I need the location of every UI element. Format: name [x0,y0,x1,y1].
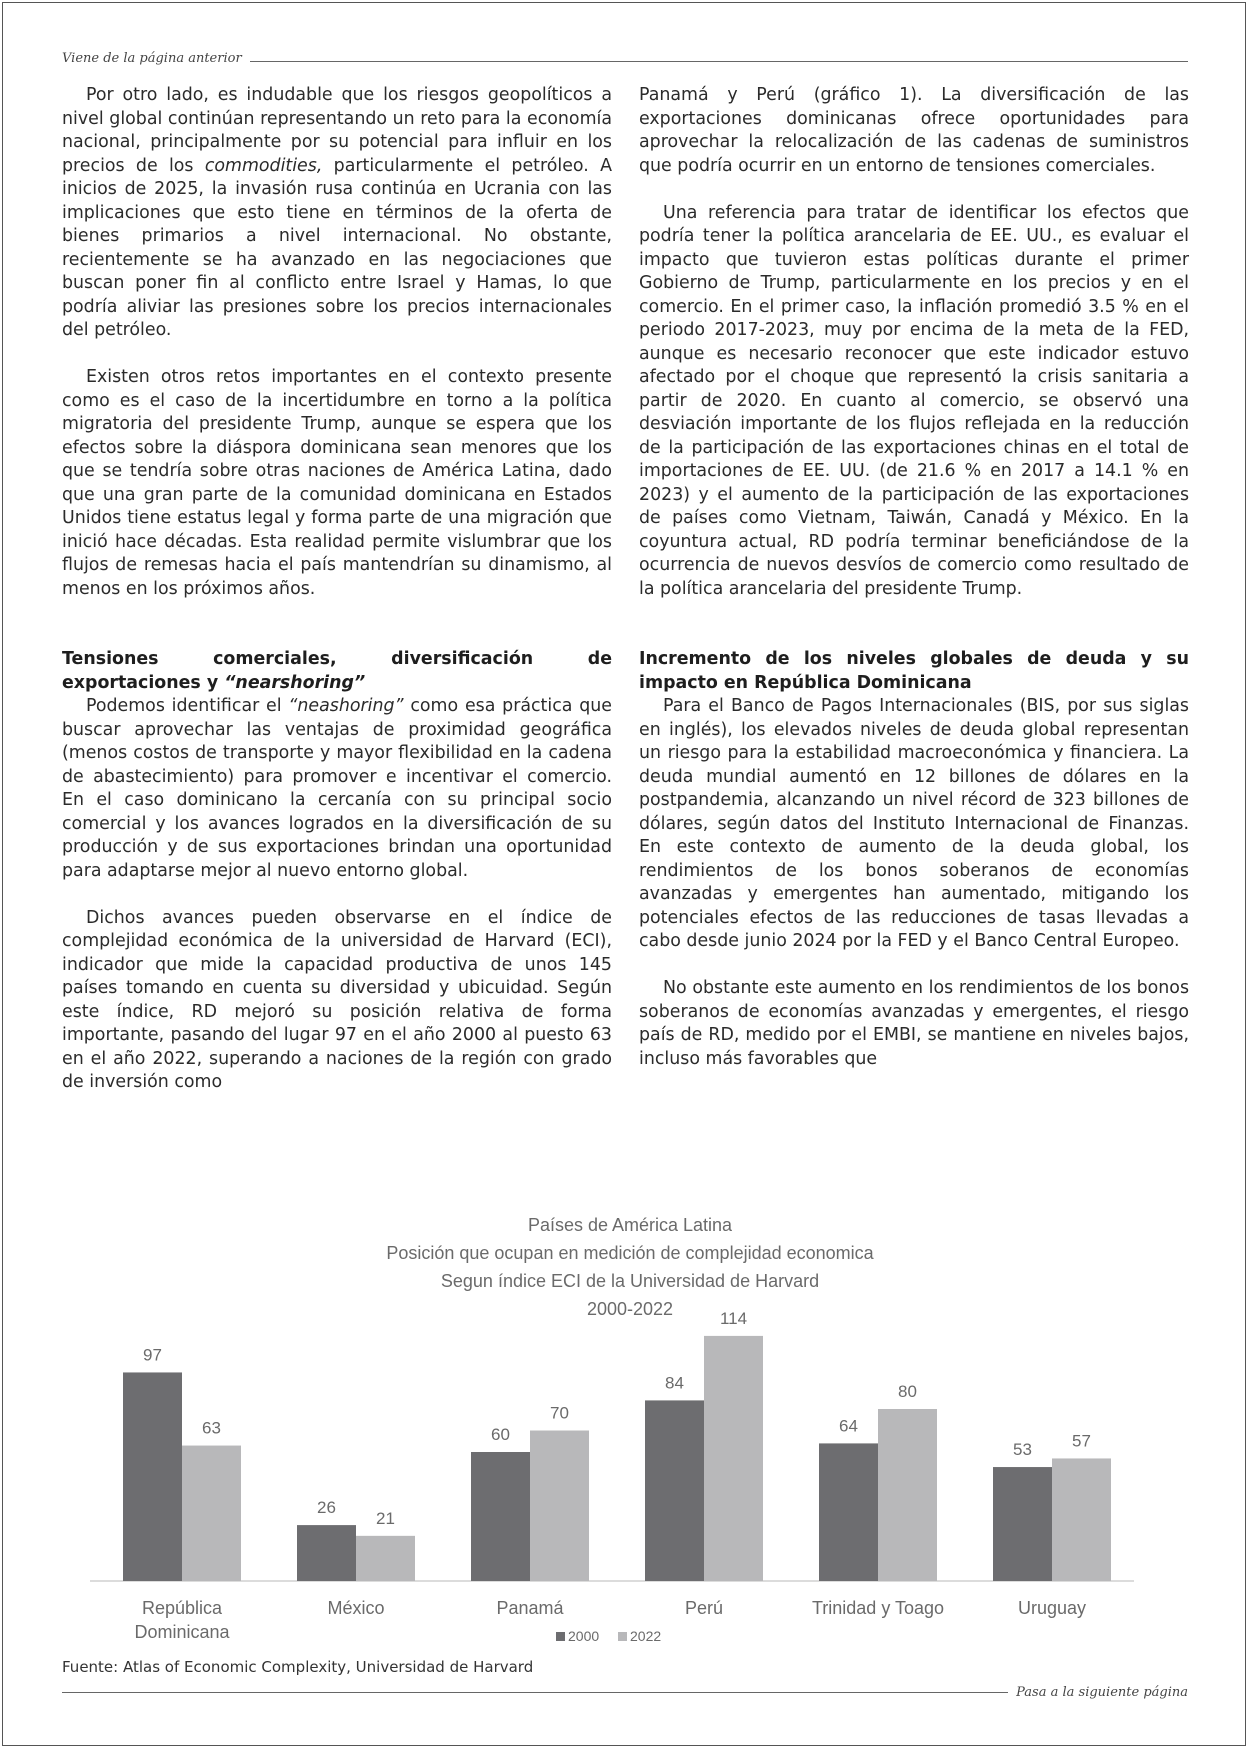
data-label-2000: 60 [491,1425,510,1444]
paragraph-migration: Existen otros retos importantes en el contexto presente como es el caso de la incertidumbre en torno a la política migratoria del presidente Trump, aunque se espera que los efectos sobre la diáspora dominicana sean menores que los que se tendría sobre otras naciones de América Latina, dado que una gran parte de la comunidad dominicana en Estados Unidos tiene estatus legal y forma parte de una migración que inició hace décadas. Esta realidad permite vislumbrar que los flujos de remesas hacia el país mantendrían su dinamismo, al menos en los próximos años. [62,367,612,599]
category-label: Trinidad y Toago [811,1598,945,1618]
data-label-2000: 53 [1013,1440,1032,1460]
data-label-2022: 114 [719,1308,748,1328]
bar-2000 [819,1443,878,1581]
data-label-2000: 97 [143,1345,162,1365]
chart-title-line: Posición que ocupan en medición de complejidad economica [386,1243,874,1263]
paragraph-diversification: Panamá y Perú (gráfico 1). La diversificación de las exportaciones dominicanas ofrece oportunidades para aprovechar la relocalización de las cadenas de suministros que podría ocurrir en un entorno de tensiones comerciales. [639,85,1189,176]
chart-source: Fuente: Atlas of Economic Complexity, Universidad de Harvard [62,1658,534,1676]
category-label: República [141,1598,223,1618]
data-label-2022: 80 [898,1382,917,1401]
data-label-2000: 26 [317,1498,336,1518]
legend-swatch-2022 [618,1632,627,1641]
category-label: Uruguay [1017,1598,1087,1618]
continued-to-label: Pasa a la siguiente página [1016,1684,1188,1700]
category-label: Dominicana [134,1622,230,1642]
category-label: México [327,1598,385,1618]
paragraph-embi: No obstante este aumento en los rendimientos de los bonos soberanos de economías avanzadas y emergentes, el riesgo país de RD, medido por el EMBI, se mantiene en niveles bajos, incluso más favorables que [639,978,1189,1069]
paragraph-eci-index: Dichos avances pueden observarse en el índice de complejidad económica de la universidad de Harvard (ECI), indicador que mide la capacidad productiva de unos 145 países tomando en cuenta su diversidad y ubicuidad. Según este índice, RD mejoró su posición relativa de forma importante, pasando del lugar 97 en el año 2000 al puesto 63 en el año 2022, superando a naciones de la región con grado de inversión como [62,907,612,1092]
eci-bar-chart [62,1208,1188,1648]
bar-2022 [182,1446,241,1581]
data-label-2022: 21 [376,1508,395,1528]
continued-from-header [62,46,1188,66]
paragraph-nearshoring: Podemos identificar el “neashoring” como esa práctica que buscar aprovechar las ventajas de proximidad geográfica (menos costos de transporte y mayor flexibilidad en la cadena de abastecimiento) para promover e incentivar el comercio. En el caso dominicano la cercanía con su principal socio comercial y los avances logrados en la diversificación de su producción y de sus exportaciones brindan una oportunidad para adaptarse mejor al nuevo entorno global. [62,696,612,881]
right-column [639,84,1189,1071]
left-column [62,84,612,1095]
data-label-2000: 64 [839,1416,858,1436]
legend-swatch-2000 [556,1632,565,1641]
bar-2000 [297,1525,356,1581]
chart-title-line: Segun índice ECI de la Universidad de Harvard [440,1271,820,1291]
bar-2022 [704,1336,763,1581]
bar-2022 [878,1409,937,1581]
legend-label-2000: 2000 [568,1628,600,1644]
chart-canvas [62,1208,1188,1648]
data-label-2000: 84 [665,1373,684,1393]
data-label-2022: 63 [202,1418,221,1438]
section-heading-trade: Tensiones comerciales, diversificación de [62,649,612,669]
bar-2000 [645,1400,704,1581]
chart-title-line: 2000-2022 [586,1299,674,1319]
legend-label-2022: 2022 [630,1628,662,1644]
bar-2000 [471,1452,530,1581]
category-label: Panamá [496,1598,564,1618]
header-rule [250,61,1188,62]
data-label-2022: 70 [550,1403,569,1423]
bar-2022 [530,1431,589,1582]
continued-to-footer [62,1682,1188,1702]
paragraph-geopolitical-risks: Por otro lado, es indudable que los riesgos geopolíticos a nivel global continúan representando un reto para la economía nacional, principalmente por su potencial para influir en los precios de los commodities, particularmente el petróleo. A inicios de 2025, la invasión rusa continúa en Ucrania con las implicaciones que esto tiene en términos de la oferta de bienes primarios a nivel internacional. No obstante, recientemente se ha avanzado en las negociaciones que buscan poner fin al conflicto entre Israel y Hamas, lo que podría aliviar las presiones sobre los precios internacionales del petróleo. [62,85,612,340]
paragraph-tariff-policy: Una referencia para tratar de identificar los efectos que podría tener la política arancelaria de EE. UU., es evaluar el impacto que tuvieron estas políticas durante el primer Gobierno de Trump, particularmente en los precios y en el comercio. En el primer caso, la inflación promedió 3.5 % en el periodo 2017-2023, muy por encima de la meta de la FED, aunque es necesario reconocer que este indicador estuvo afectado por el choque que representó la crisis sanitaria a partir de 2020. En cuanto al comercio, se observó una desviación importante de los flujos reflejada en la reducción de la participación de las exportaciones chinas en el total de importaciones de EE. UU. (de 21.6 % en 2017 a 14.1 % en 2023) y el aumento de la participación de las exportaciones de países como Vietnam, Taiwán, Canadá y México. En la coyuntura actual, RD podría terminar beneficiándose de la ocurrencia de nuevos desvíos de comercio como resultado de la política arancelaria del presidente Trump. [639,202,1189,599]
bar-2000 [993,1467,1052,1581]
section-heading-trade-line2: exportaciones y “nearshoring” [62,672,366,693]
bar-2000 [123,1372,182,1581]
bar-2022 [356,1536,415,1581]
continued-from-label: Viene de la página anterior [62,51,242,66]
section-heading-debt: Incremento de los niveles globales de deuda y su impacto en República Dominicana [639,649,1189,693]
footer-rule [62,1692,1008,1693]
bar-2022 [1052,1458,1111,1581]
paragraph-global-debt: Para el Banco de Pagos Internacionales (BIS, por sus siglas en inglés), los elevados niveles de deuda global representan un riesgo para la estabilidad macroeconómica y financiera. La deuda mundial aumentó en 12 billones de dólares en la postpandemia, alcanzando un nivel récord de 323 billones de dólares, según datos del Instituto Internacional de Finanzas. En este contexto de aumento de la deuda global, los rendimientos de los bonos soberanos de economías avanzadas y emergentes han aumentado, mitigando los potenciales efectos de las reducciones de tasas llevadas a cabo desde junio 2024 por la FED y el Banco Central Europeo. [639,696,1189,951]
data-label-2022: 57 [1072,1431,1091,1451]
chart-title-line: Países de América Latina [527,1215,733,1235]
category-label: Perú [684,1598,724,1618]
